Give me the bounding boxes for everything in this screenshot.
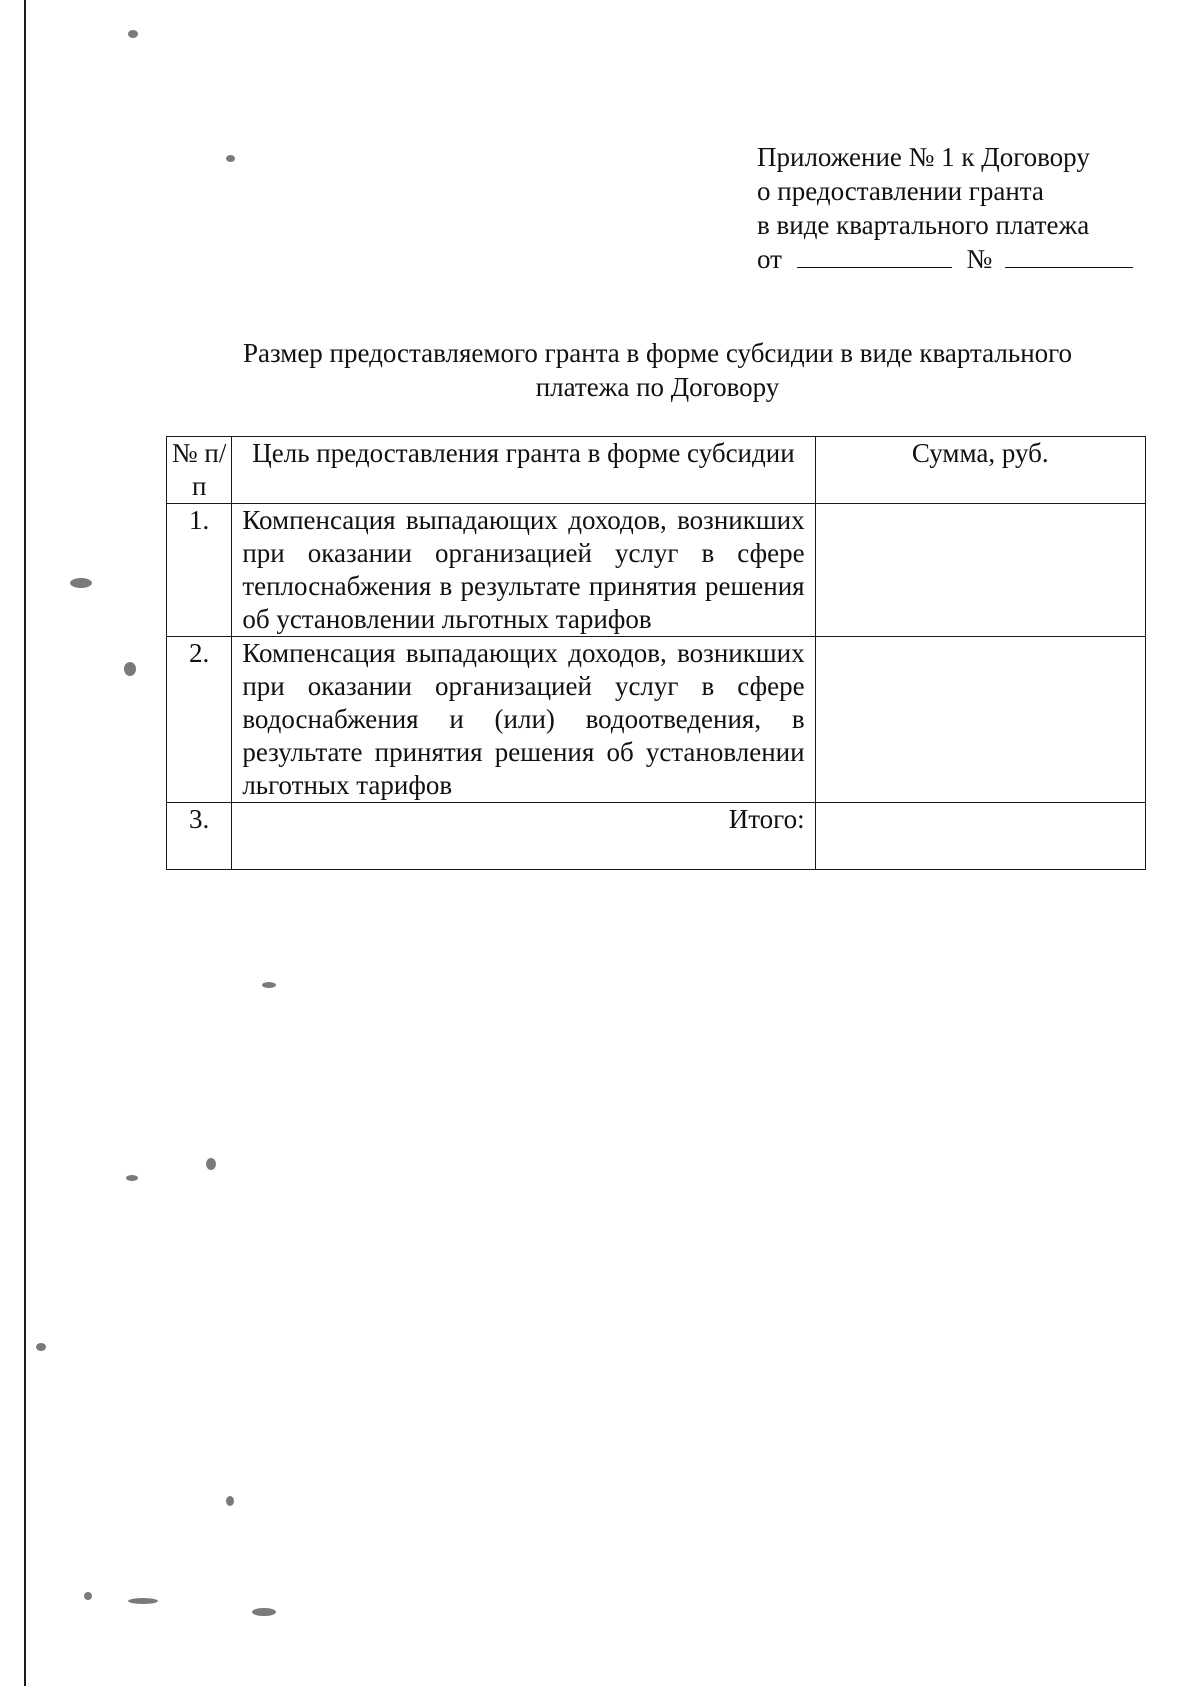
appendix-header <box>757 140 1187 276</box>
grant-table <box>166 436 1146 870</box>
date-blank <box>797 245 952 268</box>
scan-speck <box>252 1608 276 1616</box>
appendix-line-2: о предоставлении гранта <box>757 176 1044 206</box>
header-num: № п/п <box>167 437 232 504</box>
table-row <box>167 504 1146 637</box>
scan-speck <box>36 1343 46 1351</box>
appendix-line-1: Приложение № 1 к Договору <box>757 142 1090 172</box>
scan-speck <box>226 155 235 162</box>
table-header-row <box>167 437 1146 504</box>
row-num: 2. <box>167 637 232 803</box>
table-row-total <box>167 803 1146 870</box>
row-goal: Компенсация выпадающих доходов, возникших при оказании организацией услуг в сфере водоснабжения и (или) водоотведения, в результате принятия решения об установлении льготных тарифов <box>232 637 815 803</box>
row-goal: Компенсация выпадающих доходов, возникших при оказании организацией услуг в сфере теплоснабжения в результате принятия решения об установлении льготных тарифов <box>232 504 815 637</box>
scan-left-edge <box>24 0 26 1686</box>
scan-speck <box>128 30 138 38</box>
header-goal: Цель предоставления гранта в форме субсидии <box>232 437 815 504</box>
appendix-date-number-line <box>757 242 1187 276</box>
scan-speck <box>128 1598 158 1604</box>
number-blank <box>1005 245 1133 268</box>
row-sum <box>815 504 1145 637</box>
date-label: от <box>757 244 782 274</box>
row-num: 3. <box>167 803 232 870</box>
scan-speck <box>126 1175 138 1181</box>
number-label: № <box>966 244 993 274</box>
scan-speck <box>124 662 136 676</box>
table-row <box>167 637 1146 803</box>
document-title <box>170 336 1145 404</box>
scan-speck <box>206 1158 216 1170</box>
scan-speck <box>70 578 92 588</box>
total-label: Итого: <box>232 803 815 870</box>
header-sum: Сумма, руб. <box>815 437 1145 504</box>
total-sum <box>815 803 1145 870</box>
scan-speck <box>226 1496 234 1506</box>
title-line-2: платежа по Договору <box>535 372 780 402</box>
row-sum <box>815 637 1145 803</box>
scan-speck <box>84 1592 92 1600</box>
row-num: 1. <box>167 504 232 637</box>
scan-speck <box>262 982 276 988</box>
title-line-1: Размер предоставляемого гранта в форме субсидии в виде квартального <box>242 338 1073 368</box>
appendix-line-3: в виде квартального платежа <box>757 210 1090 240</box>
